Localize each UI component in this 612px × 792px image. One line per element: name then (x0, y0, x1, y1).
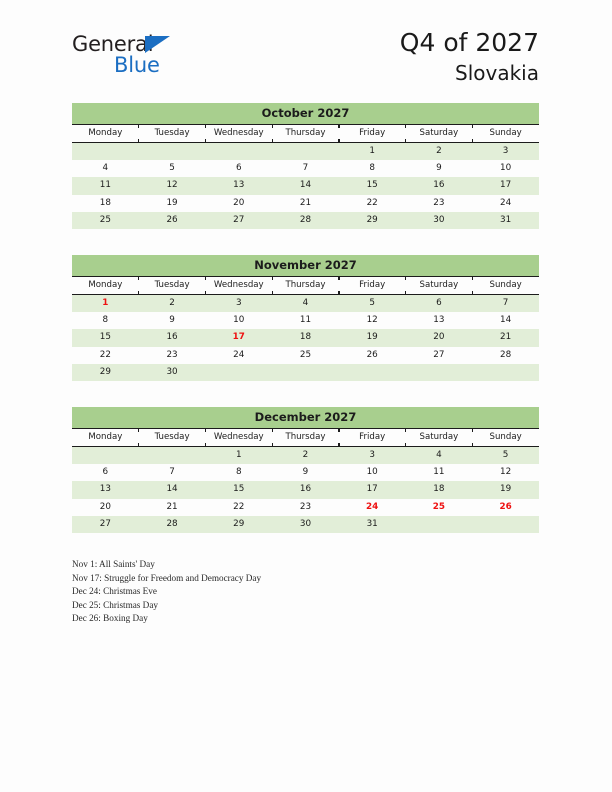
day-cell[interactable]: 2 (139, 295, 206, 313)
brand-name-blue: Blue (114, 53, 160, 77)
month-title: December 2027 (72, 407, 539, 429)
day-cell[interactable]: 28 (272, 212, 339, 229)
weekday-header-sunday: Sunday (472, 125, 539, 143)
week-row (72, 329, 539, 346)
day-cell[interactable]: 15 (72, 329, 139, 346)
day-cell-holiday[interactable]: 1 (72, 295, 139, 313)
weekday-header-row (72, 429, 539, 447)
weekday-header-friday: Friday (339, 277, 406, 295)
week-row (72, 516, 539, 533)
weekday-header-friday: Friday (339, 125, 406, 143)
week-row (72, 143, 539, 161)
month-title-row (72, 407, 539, 429)
month-title-row (72, 103, 539, 125)
weekday-header-wednesday: Wednesday (205, 125, 272, 143)
day-cell[interactable]: 7 (472, 295, 539, 313)
page-header (0, 0, 612, 100)
day-cell[interactable]: 6 (406, 295, 473, 313)
weekday-header-tuesday: Tuesday (139, 429, 206, 447)
day-cell[interactable]: 29 (72, 364, 139, 381)
day-cell[interactable]: 31 (339, 516, 406, 533)
day-cell[interactable]: 3 (339, 447, 406, 465)
day-cell-empty (406, 516, 473, 533)
week-row (72, 195, 539, 212)
week-row (72, 499, 539, 516)
day-cell[interactable]: 6 (72, 464, 139, 481)
week-row (72, 481, 539, 498)
day-cell[interactable]: 26 (139, 212, 206, 229)
day-cell[interactable]: 15 (205, 481, 272, 498)
weekday-header-wednesday: Wednesday (205, 277, 272, 295)
day-cell[interactable]: 13 (406, 312, 473, 329)
week-row (72, 347, 539, 364)
week-row (72, 295, 539, 313)
day-cell[interactable]: 17 (339, 481, 406, 498)
day-cell[interactable]: 18 (72, 195, 139, 212)
quarter-title: Q4 of 2027 (399, 28, 539, 57)
month-table (72, 255, 539, 381)
day-cell[interactable]: 12 (139, 177, 206, 194)
day-cell[interactable]: 5 (339, 295, 406, 313)
day-cell[interactable]: 20 (72, 499, 139, 516)
day-cell[interactable]: 29 (205, 516, 272, 533)
day-cell[interactable]: 30 (139, 364, 206, 381)
week-row (72, 212, 539, 229)
day-cell-holiday[interactable]: 26 (472, 499, 539, 516)
day-cell-empty (205, 364, 272, 381)
month-table (72, 407, 539, 533)
day-cell[interactable]: 26 (339, 347, 406, 364)
day-cell[interactable]: 25 (72, 212, 139, 229)
day-cell[interactable]: 8 (339, 160, 406, 177)
day-cell[interactable]: 12 (472, 464, 539, 481)
holiday-notes-list (72, 558, 532, 626)
day-cell-empty (205, 143, 272, 161)
weekday-header-thursday: Thursday (272, 125, 339, 143)
day-cell[interactable]: 16 (272, 481, 339, 498)
weekday-header-wednesday: Wednesday (205, 429, 272, 447)
day-cell-holiday[interactable]: 17 (205, 329, 272, 346)
day-cell[interactable]: 11 (72, 177, 139, 194)
weekday-header-monday: Monday (72, 429, 139, 447)
day-cell[interactable]: 24 (205, 347, 272, 364)
day-cell[interactable]: 30 (406, 212, 473, 229)
day-cell[interactable]: 14 (472, 312, 539, 329)
day-cell[interactable]: 5 (472, 447, 539, 465)
weekday-header-row (72, 277, 539, 295)
country-title: Slovakia (455, 61, 539, 85)
week-row (72, 160, 539, 177)
weekday-header-thursday: Thursday (272, 277, 339, 295)
holiday-note: Dec 24: Christmas Eve (72, 586, 157, 597)
day-cell[interactable]: 9 (272, 464, 339, 481)
day-cell[interactable]: 1 (205, 447, 272, 465)
day-cell[interactable]: 27 (205, 212, 272, 229)
day-cell-holiday[interactable]: 24 (339, 499, 406, 516)
day-cell[interactable]: 14 (272, 177, 339, 194)
day-cell-holiday[interactable]: 25 (406, 499, 473, 516)
calendar-month-november (72, 255, 539, 381)
day-cell[interactable]: 12 (339, 312, 406, 329)
day-cell[interactable]: 6 (205, 160, 272, 177)
day-cell[interactable]: 9 (139, 312, 206, 329)
day-cell[interactable]: 23 (139, 347, 206, 364)
week-row (72, 177, 539, 194)
day-cell-empty (472, 516, 539, 533)
day-cell[interactable]: 20 (406, 329, 473, 346)
day-cell[interactable]: 10 (472, 160, 539, 177)
calendar-month-december (72, 407, 539, 533)
day-cell[interactable]: 22 (205, 499, 272, 516)
weekday-header-thursday: Thursday (272, 429, 339, 447)
day-cell[interactable]: 27 (72, 516, 139, 533)
week-row (72, 464, 539, 481)
day-cell[interactable]: 16 (406, 177, 473, 194)
week-row (72, 312, 539, 329)
weekday-header-monday: Monday (72, 125, 139, 143)
day-cell[interactable]: 1 (339, 143, 406, 161)
day-cell[interactable]: 25 (272, 347, 339, 364)
day-cell-empty (72, 143, 139, 161)
day-cell[interactable]: 19 (339, 329, 406, 346)
day-cell[interactable]: 28 (139, 516, 206, 533)
day-cell[interactable]: 7 (272, 160, 339, 177)
day-cell[interactable]: 30 (272, 516, 339, 533)
day-cell-empty (272, 364, 339, 381)
weekday-header-tuesday: Tuesday (139, 125, 206, 143)
day-cell[interactable]: 21 (472, 329, 539, 346)
blue-triangle-icon (145, 36, 170, 53)
brand-name-general: General (72, 32, 154, 56)
day-cell[interactable]: 5 (139, 160, 206, 177)
day-cell[interactable]: 28 (472, 347, 539, 364)
brand-logo[interactable] (72, 32, 252, 84)
day-cell[interactable]: 4 (406, 447, 473, 465)
day-cell[interactable]: 19 (472, 481, 539, 498)
page-title (400, 28, 539, 86)
weekday-header-row (72, 125, 539, 143)
month-title: October 2027 (72, 103, 539, 125)
calendar-month-october (72, 103, 539, 229)
day-cell[interactable]: 13 (72, 481, 139, 498)
day-cell-empty (72, 447, 139, 465)
day-cell[interactable]: 22 (339, 195, 406, 212)
day-cell[interactable]: 17 (472, 177, 539, 194)
weekday-header-saturday: Saturday (406, 125, 473, 143)
day-cell[interactable]: 29 (339, 212, 406, 229)
day-cell[interactable]: 10 (339, 464, 406, 481)
day-cell[interactable]: 3 (205, 295, 272, 313)
day-cell[interactable]: 16 (139, 329, 206, 346)
day-cell[interactable]: 4 (272, 295, 339, 313)
day-cell[interactable]: 14 (139, 481, 206, 498)
month-table (72, 103, 539, 229)
holiday-note: Dec 26: Boxing Day (72, 613, 148, 624)
weekday-header-friday: Friday (339, 429, 406, 447)
day-cell[interactable]: 15 (339, 177, 406, 194)
holiday-note: Dec 25: Christmas Day (72, 599, 158, 610)
day-cell-empty (406, 364, 473, 381)
month-title: November 2027 (72, 255, 539, 277)
day-cell[interactable]: 3 (472, 143, 539, 161)
day-cell[interactable]: 2 (406, 143, 473, 161)
day-cell-empty (139, 447, 206, 465)
day-cell[interactable]: 20 (205, 195, 272, 212)
day-cell[interactable]: 31 (472, 212, 539, 229)
day-cell[interactable]: 22 (72, 347, 139, 364)
day-cell[interactable]: 10 (205, 312, 272, 329)
day-cell[interactable]: 8 (72, 312, 139, 329)
day-cell[interactable]: 23 (272, 499, 339, 516)
day-cell[interactable]: 11 (406, 464, 473, 481)
day-cell-empty (272, 143, 339, 161)
week-row (72, 447, 539, 465)
day-cell[interactable]: 24 (472, 195, 539, 212)
holiday-note: Nov 1: All Saints' Day (72, 559, 155, 569)
weekday-header-sunday: Sunday (472, 429, 539, 447)
day-cell[interactable]: 2 (272, 447, 339, 465)
weekday-header-saturday: Saturday (406, 277, 473, 295)
day-cell[interactable]: 19 (139, 195, 206, 212)
day-cell[interactable]: 27 (406, 347, 473, 364)
month-title-row (72, 255, 539, 277)
day-cell[interactable]: 13 (205, 177, 272, 194)
day-cell[interactable]: 23 (406, 195, 473, 212)
day-cell-empty (472, 364, 539, 381)
weekday-header-saturday: Saturday (406, 429, 473, 447)
day-cell[interactable]: 4 (72, 160, 139, 177)
week-row (72, 364, 539, 381)
day-cell[interactable]: 9 (406, 160, 473, 177)
day-cell-empty (139, 143, 206, 161)
day-cell[interactable]: 8 (205, 464, 272, 481)
day-cell[interactable]: 18 (406, 481, 473, 498)
weekday-header-sunday: Sunday (472, 277, 539, 295)
day-cell[interactable]: 21 (272, 195, 339, 212)
weekday-header-tuesday: Tuesday (139, 277, 206, 295)
day-cell[interactable]: 18 (272, 329, 339, 346)
holiday-note: Nov 17: Struggle for Freedom and Democracy Day (72, 572, 262, 583)
day-cell-empty (339, 364, 406, 381)
weekday-header-monday: Monday (72, 277, 139, 295)
day-cell[interactable]: 7 (139, 464, 206, 481)
day-cell[interactable]: 11 (272, 312, 339, 329)
day-cell[interactable]: 21 (139, 499, 206, 516)
